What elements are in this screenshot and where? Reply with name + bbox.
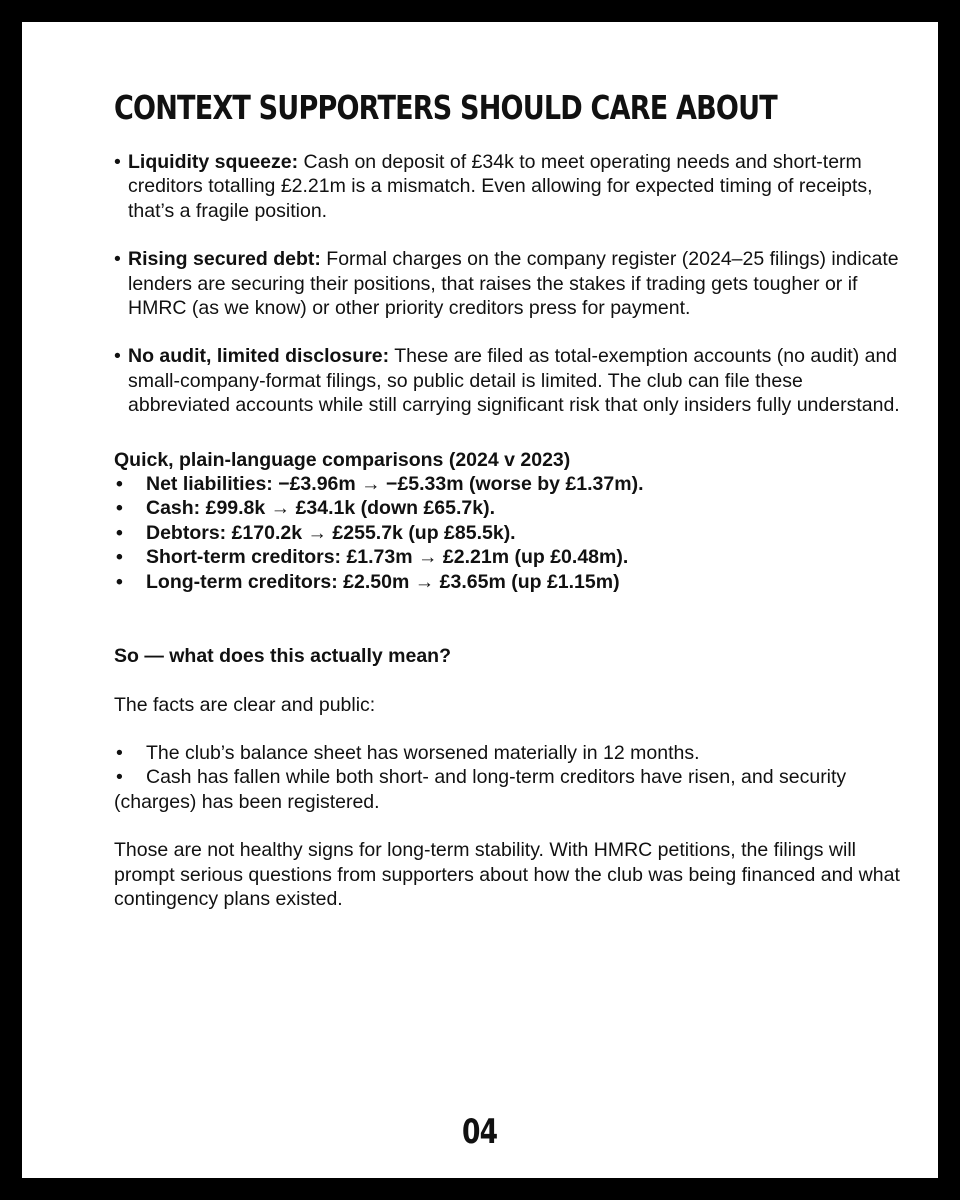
bullet-liquidity-squeeze <box>114 150 904 223</box>
bullet-label: Liquidity squeeze: <box>128 151 299 173</box>
bullet-no-audit <box>114 344 904 417</box>
comparison-text: Net liabilities: −£3.96m → −£5.33m (worse by £1.37m). <box>146 473 644 496</box>
comparisons-section <box>114 448 904 594</box>
comparison-item <box>114 545 904 569</box>
bullet-dot: • <box>116 570 123 593</box>
bullet-text: Formal charges on the company register (2024–25 filings) indicate lenders are securing their positions, that raises the stakes if trading gets tougher or if HMRC (as we know) or other priority creditors press for payment. <box>128 248 899 320</box>
comparison-item <box>114 496 904 520</box>
fact-text: The club’s balance sheet has worsened materially in 12 months. <box>146 741 700 764</box>
page-number-text: 04 <box>462 1112 498 1152</box>
bullet-label: Rising secured debt: <box>128 248 321 271</box>
comparisons-heading: Quick, plain-language comparisons (2024 v 2023) <box>114 448 571 471</box>
bullet-dot: • <box>114 345 121 368</box>
facts-intro: The facts are clear and public: <box>114 693 376 716</box>
document-page <box>22 22 938 1178</box>
comparison-item <box>114 570 904 594</box>
comparison-text: Debtors: £170.2k → £255.7k (up £85.5k). <box>146 521 516 544</box>
bullet-dot: • <box>116 766 123 789</box>
bullet-dot: • <box>114 151 121 173</box>
bullet-dot: • <box>114 248 121 271</box>
page-title: CONTEXT SUPPORTERS SHOULD CARE ABOUT <box>114 88 777 127</box>
bullet-label: No audit, limited disclosure: <box>128 345 390 368</box>
so-what-heading: So — what does this actually mean? <box>114 645 451 668</box>
fact-text: Cash has fallen while both short- and long-term creditors have risen, and security (charges) has been registered. <box>114 766 847 813</box>
comparison-text: Short-term creditors: £1.73m → £2.21m (up £0.48m). <box>146 546 629 569</box>
bullet-dot: • <box>116 741 123 764</box>
comparison-item <box>114 472 904 496</box>
fact-item <box>114 741 904 765</box>
comparison-text: Cash: £99.8k → £34.1k (down £65.7k). <box>146 497 496 520</box>
comparison-item <box>114 521 904 545</box>
page-content <box>114 150 904 911</box>
bullet-dot: • <box>116 473 123 496</box>
bullet-text: These are filed as total-exemption accounts (no audit) and small-company-format filings, so public detail is limited. The club can file these abbreviated accounts while still carrying significant risk that only insiders fully understand. <box>128 345 900 417</box>
comparison-text: Long-term creditors: £2.50m → £3.65m (up £1.15m) <box>146 570 620 593</box>
bullet-dot: • <box>116 497 123 520</box>
bullet-rising-secured-debt <box>114 247 904 320</box>
page-number <box>22 1110 938 1154</box>
fact-item <box>114 765 904 814</box>
facts-list <box>114 741 904 814</box>
bullet-dot: • <box>116 546 123 569</box>
bullet-text: Cash on deposit of £34k to meet operating needs and short-term creditors totalling £2.21m is a mismatch. Even allowing for expected timing of receipts, that’s a fragile position. <box>128 151 873 222</box>
bullet-dot: • <box>116 521 123 544</box>
conclusion-paragraph: Those are not healthy signs for long-term stability. With HMRC petitions, the filings will prompt serious questions from supporters about how the club was being financed and what contingency plans existed. <box>114 839 900 910</box>
